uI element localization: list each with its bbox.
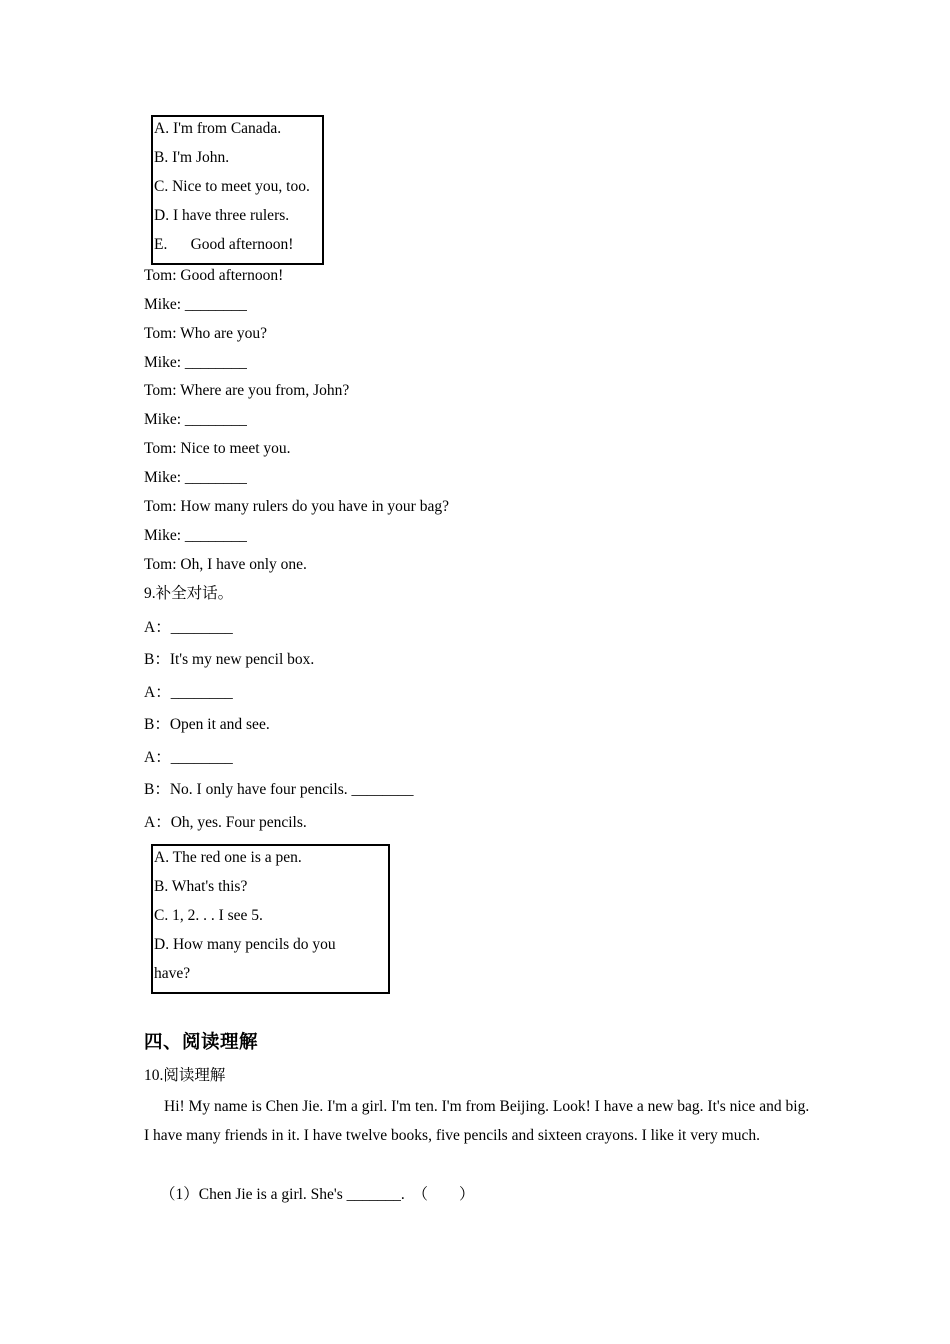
dialogue-line: Mike: ________ [144,354,247,371]
dialogue-line: B：No. I only have four pencils. ________ [144,781,414,798]
dialogue-line: A：Oh, yes. Four pencils. [144,814,307,831]
dialogue-line: Mike: ________ [144,296,247,313]
option-d: D. I have three rulers. [154,207,290,224]
dialogue-line: B：Open it and see. [144,716,270,733]
dialogue-line: B：It's my new pencil box. [144,651,315,668]
reading-passage: Hi! My name is Chen Jie. I'm a girl. I'm ten. I'm from Beijing. Look! I have a new bag. It's nice and big. I have many friends in it. I have twelve books, five pencils and sixteen crayons. I like it very much. [144,1098,810,1144]
question-10-1: （1）Chen Jie is a girl. She's _______. （ ） [160,1186,475,1203]
option-d: D. How many pencils do you [154,936,336,953]
options-box-1 [151,115,324,265]
dialogue-line: Tom: Oh, I have only one. [144,556,307,573]
dialogue-line: Tom: How many rulers do you have in your bag? [144,498,449,515]
dialogue-line: Tom: Where are you from, John? [144,382,350,399]
option-a: A. I'm from Canada. [154,120,282,137]
dialogue-line: Tom: Good afternoon! [144,267,284,284]
dialogue-line: A：________ [144,619,233,636]
question-9-title: 9.补全对话。 [144,585,234,602]
option-b: B. What's this? [154,878,248,895]
option-e: E. Good afternoon! [154,236,294,253]
option-a: A. The red one is a pen. [154,849,302,866]
dialogue-line: Mike: ________ [144,527,247,544]
option-b: B. I'm John. [154,149,230,166]
options-box-2 [151,844,390,994]
dialogue-line: Mike: ________ [144,469,247,486]
option-c: C. 1, 2. . . I see 5. [154,907,263,924]
dialogue-line: Mike: ________ [144,411,247,428]
dialogue-line: A：________ [144,684,233,701]
section-heading: 四、阅读理解 [144,1032,259,1053]
option-c: C. Nice to meet you, too. [154,178,310,195]
dialogue-line: Tom: Who are you? [144,325,268,342]
question-10-title: 10.阅读理解 [144,1067,226,1084]
dialogue-line: A：________ [144,749,233,766]
dialogue-line: Tom: Nice to meet you. [144,440,291,457]
option-d-continued: have? [154,965,191,982]
